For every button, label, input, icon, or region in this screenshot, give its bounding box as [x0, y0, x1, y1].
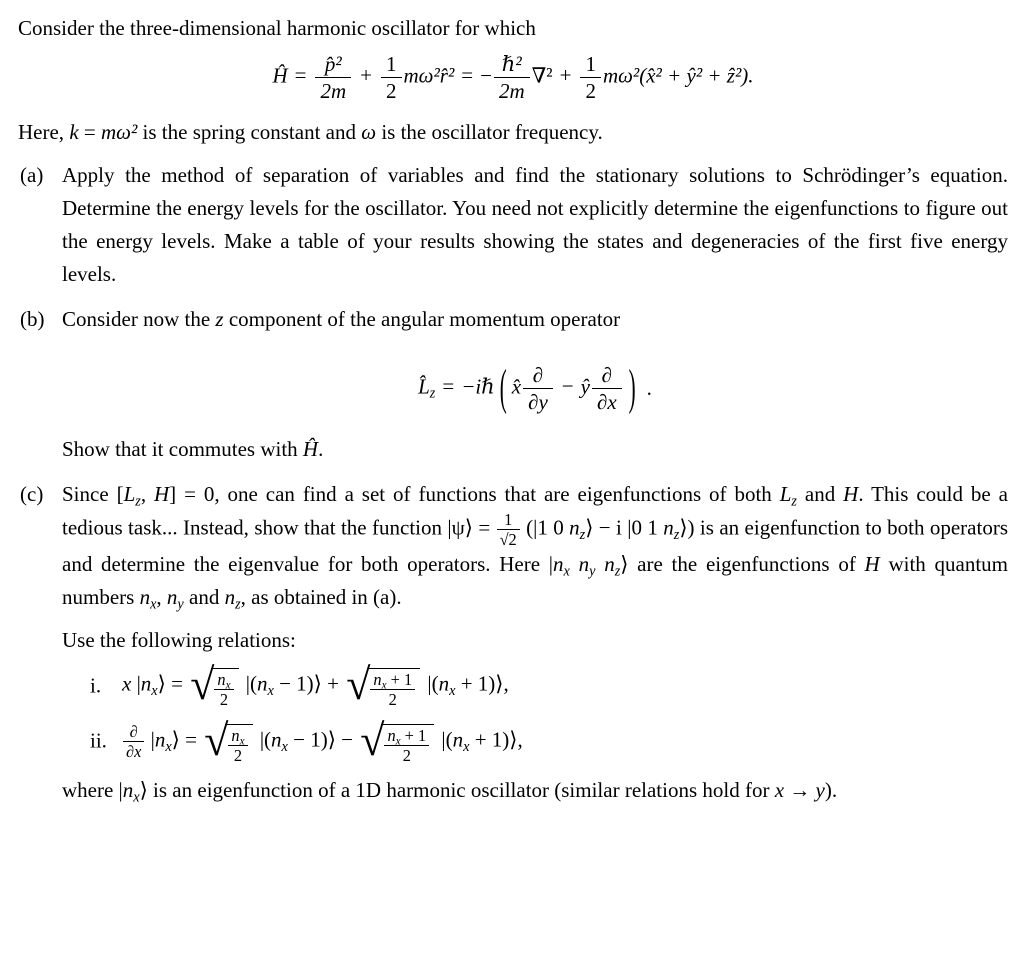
n-symbol: n [452, 727, 464, 752]
arrow-segment: → [784, 777, 816, 802]
minus-sign: − [480, 63, 492, 88]
L-symbol: L [123, 481, 136, 506]
part-a-text: Apply the method of separation of variables and find the stationary solutions to Schrödinger’s equation. Determine the energy levels for the oscillator. You need not explicitly determine the eigenfunctions to figure out the energy levels. Make a table of your results showing the states and degeneracies of the first five energy levels. [62, 163, 1008, 286]
fraction-numerator [228, 727, 247, 746]
relation-ii [62, 715, 1008, 765]
radical-sign: √ [190, 660, 215, 710]
fraction-denominator: 2 [233, 745, 243, 765]
y-symbol: y [815, 777, 825, 802]
minus-one-ket-minus: − 1)⟩ − [287, 727, 359, 752]
intro-paragraph [18, 12, 1008, 45]
subscript-x: x [133, 789, 140, 806]
period: . [318, 436, 324, 461]
relation-i [62, 660, 1008, 710]
minus-one-ket-plus: − 1)⟩ + [273, 671, 345, 696]
one-half-fraction [381, 53, 402, 102]
omega-symbol: ω [361, 120, 377, 145]
ket-open: |( [240, 671, 257, 696]
n-symbol: n [166, 585, 178, 610]
use-relations-text: Use the following relations: [62, 628, 296, 653]
radicand [211, 668, 238, 708]
fraction-numerator: 1 [580, 53, 601, 78]
ket-close-equals: ⟩ = [157, 671, 189, 696]
x-symbol: x [122, 671, 132, 696]
nx-plus-1-over-2-fraction [370, 671, 415, 708]
subscript-z: z [791, 493, 797, 510]
fraction-numerator: 1 [381, 53, 402, 78]
ket-open: |( [422, 671, 439, 696]
n-symbol: n [663, 515, 674, 540]
laplacian-term: ∇² [531, 63, 553, 88]
fraction-denominator: √2 [499, 530, 517, 550]
subscript-x: x [281, 738, 288, 755]
fraction-numerator: ∂ [123, 723, 144, 742]
fraction-denominator: ∂x [126, 741, 142, 761]
n-symbol: n [231, 725, 240, 745]
text-segment: , [140, 481, 154, 506]
text-segment: Here, [18, 120, 70, 145]
fraction-denominator: 2 [402, 745, 411, 765]
n-symbol: n [224, 585, 236, 610]
fraction-numerator: 1 [497, 511, 520, 530]
x-hat-symbol: x̂ [511, 374, 522, 399]
fraction-numerator [370, 671, 415, 690]
part-a [18, 159, 1008, 291]
ket-open: | [145, 727, 155, 752]
H-symbol: H [154, 481, 170, 506]
angular-momentum-equation [62, 346, 1008, 427]
text-segment: Consider now the [62, 306, 216, 331]
part-b-tail-paragraph [62, 433, 1008, 466]
text-segment: ] = 0, one can find a set of functions that are eigenfunctions of both [169, 481, 780, 506]
fraction-numerator: p̂² [315, 53, 351, 78]
equals-sign: = [294, 63, 307, 88]
subscript-z: z [673, 526, 680, 543]
hamiltonian-equation [18, 53, 1008, 102]
equals-sign: = [461, 63, 474, 88]
intro-text: Consider the three-dimensional harmonic oscillator for which [18, 16, 536, 40]
square-root [360, 715, 434, 765]
fraction-denominator: 2 [388, 690, 397, 710]
radicand [381, 724, 434, 764]
ket-open: |( [436, 727, 453, 752]
text-segment: with quantum numbers [62, 552, 1009, 610]
fraction-denominator: 2 [219, 690, 229, 710]
ket-close-equals: ⟩ = [171, 727, 203, 752]
relation-i-label: i. [90, 673, 102, 698]
one-half-fraction [580, 53, 601, 102]
radical-sign: √ [360, 715, 385, 765]
subscript-x: x [239, 734, 245, 747]
n-symbol: n [553, 552, 564, 577]
space [570, 552, 579, 576]
n-symbol: n [373, 670, 382, 690]
n-symbol: n [122, 777, 134, 802]
n-symbol: n [256, 671, 268, 696]
subscript-z: z [429, 385, 436, 402]
fraction-numerator [214, 671, 233, 690]
radicand [225, 724, 252, 764]
subscript-x: x [463, 738, 470, 755]
fraction-denominator: ∂y [528, 389, 548, 414]
H-symbol: H [864, 552, 880, 577]
left-parenthesis: ( [499, 358, 507, 416]
one-over-sqrt2-fraction [497, 511, 520, 548]
part-b [18, 303, 1008, 466]
part-b-label: (b) [20, 306, 45, 331]
text-segment: Since [ [62, 481, 124, 506]
n-symbol: n [438, 671, 450, 696]
n-symbol: n [139, 585, 151, 610]
plus-one-ket-comma: + 1)⟩, [469, 727, 523, 752]
text-segment: is the spring constant and [137, 120, 362, 145]
n-symbol: n [154, 727, 166, 752]
n-symbol: n [569, 515, 580, 540]
n-symbol: n [140, 671, 152, 696]
L-operator-symbol: L̂ [418, 374, 430, 399]
part-b-lead-paragraph [62, 303, 1008, 336]
subscript-x: x [381, 679, 387, 692]
subscript-y: y [589, 563, 596, 580]
subscript-x: x [225, 679, 231, 692]
hbar-squared-over-2m-fraction [494, 53, 530, 102]
subscript-z: z [235, 596, 241, 613]
fraction-denominator: 2m [320, 79, 347, 104]
partial-over-partial-x-fraction [123, 723, 144, 760]
period: . [646, 375, 652, 400]
fraction-numerator [384, 727, 429, 746]
m-omega-r-term: mω²r̂² [403, 63, 455, 88]
subscript-z: z [614, 563, 621, 580]
minus-i-hbar-coefficient: −iℏ [461, 374, 495, 399]
fraction-numerator: ∂ [523, 364, 553, 389]
k-symbol: k [69, 120, 79, 145]
psi-ket: |ψ⟩ = [447, 515, 496, 540]
fraction-numerator: ∂ [592, 364, 622, 389]
text-segment: Show that it commutes with [62, 436, 303, 461]
text-segment: , [156, 585, 167, 610]
square-root [204, 715, 252, 765]
equals-sign: = [442, 374, 455, 399]
where-paragraph [62, 774, 1008, 807]
fraction-denominator: 2 [386, 79, 397, 104]
n-symbol: n [217, 670, 226, 690]
subscript-x: x [267, 682, 274, 699]
radicand [367, 668, 420, 708]
part-a-paragraph [62, 159, 1008, 291]
plus-sign: + [360, 63, 372, 88]
minus-sign: − [561, 374, 574, 399]
nx-over-2-fraction [228, 727, 247, 764]
n-symbol: n [387, 725, 396, 745]
n-symbol: n [604, 552, 615, 577]
subscript-x: x [563, 563, 570, 580]
hamiltonian-symbol: Ĥ [302, 436, 319, 461]
right-parenthesis: ) [628, 358, 636, 416]
text-segment: ⟩ is an eigenfunction of a 1D harmonic oscillator (similar relations hold for [139, 777, 775, 802]
subscript-z: z [135, 493, 141, 510]
part-a-label: (a) [20, 163, 44, 188]
plus-one: + 1 [386, 670, 413, 690]
text-segment: component of the angular momentum operator [223, 306, 621, 331]
nx-over-2-fraction [214, 671, 233, 708]
H-symbol: H [843, 481, 859, 506]
m-omega-xyz-term: mω²(x̂² + ŷ² + ẑ²). [602, 63, 754, 88]
n-symbol: n [578, 552, 590, 577]
part-c-label: (c) [20, 481, 44, 506]
fraction-denominator: 2m [498, 79, 525, 104]
radical-sign: √ [346, 660, 371, 710]
text-segment: and [183, 585, 225, 610]
subscript-x: x [165, 738, 172, 755]
space [595, 552, 604, 576]
subscript-y: y [177, 596, 184, 613]
text-segment: . This could be a tedious task... Instead, show that the function [62, 481, 1008, 540]
spring-constant-paragraph [18, 116, 1008, 149]
fraction-numerator: ℏ² [494, 53, 530, 78]
z-symbol: z [215, 306, 224, 331]
part-c-paragraph [62, 478, 1008, 614]
plus-one: + 1 [400, 725, 427, 745]
radical-sign: √ [204, 715, 229, 765]
p-squared-over-2m-fraction [315, 53, 351, 102]
text-segment: , as obtained in (a). [240, 585, 402, 610]
partial-over-partial-x-fraction [592, 364, 622, 413]
L-symbol: L [779, 481, 792, 506]
plus-sign: + [559, 63, 572, 88]
square-root [346, 660, 420, 710]
text-segment: is the oscillator frequency. [376, 120, 603, 145]
text-segment: ⟩ are the eigenfunctions of [620, 552, 865, 577]
text-segment: where | [62, 777, 123, 802]
fraction-denominator: ∂x [596, 389, 617, 414]
subscript-x: x [449, 682, 456, 699]
nx-plus-1-over-2-fraction [384, 727, 429, 764]
subscript-z: z [579, 526, 586, 543]
text-segment: and [796, 481, 844, 506]
hamiltonian-symbol: Ĥ [272, 63, 288, 88]
ket-open: |( [254, 727, 272, 752]
subscript-x: x [395, 734, 401, 747]
text-segment: ⟩ − i |0 1 [585, 515, 664, 540]
relation-ii-label: ii. [90, 728, 107, 753]
partial-over-partial-y-fraction [523, 364, 553, 413]
y-hat-symbol: ŷ [580, 374, 590, 399]
ket-open: | [131, 671, 141, 696]
equals-segment: = [78, 120, 101, 145]
part-c [18, 478, 1008, 807]
use-relations-line [62, 624, 1008, 657]
plus-one-ket-comma: + 1)⟩, [455, 671, 509, 696]
m-omega-squared: mω² [100, 120, 138, 145]
fraction-denominator: 2 [585, 79, 596, 104]
square-root [190, 660, 238, 710]
x-symbol: x [774, 777, 785, 802]
text-segment: ⟩) is an eigenfunction to both operators and determine the eigenvalue for both operators. Here | [62, 515, 1008, 577]
text-segment: ). [824, 777, 838, 802]
text-segment: (|1 0 [520, 515, 570, 540]
n-symbol: n [271, 727, 282, 752]
subscript-x: x [150, 596, 157, 613]
subscript-x: x [151, 682, 158, 699]
